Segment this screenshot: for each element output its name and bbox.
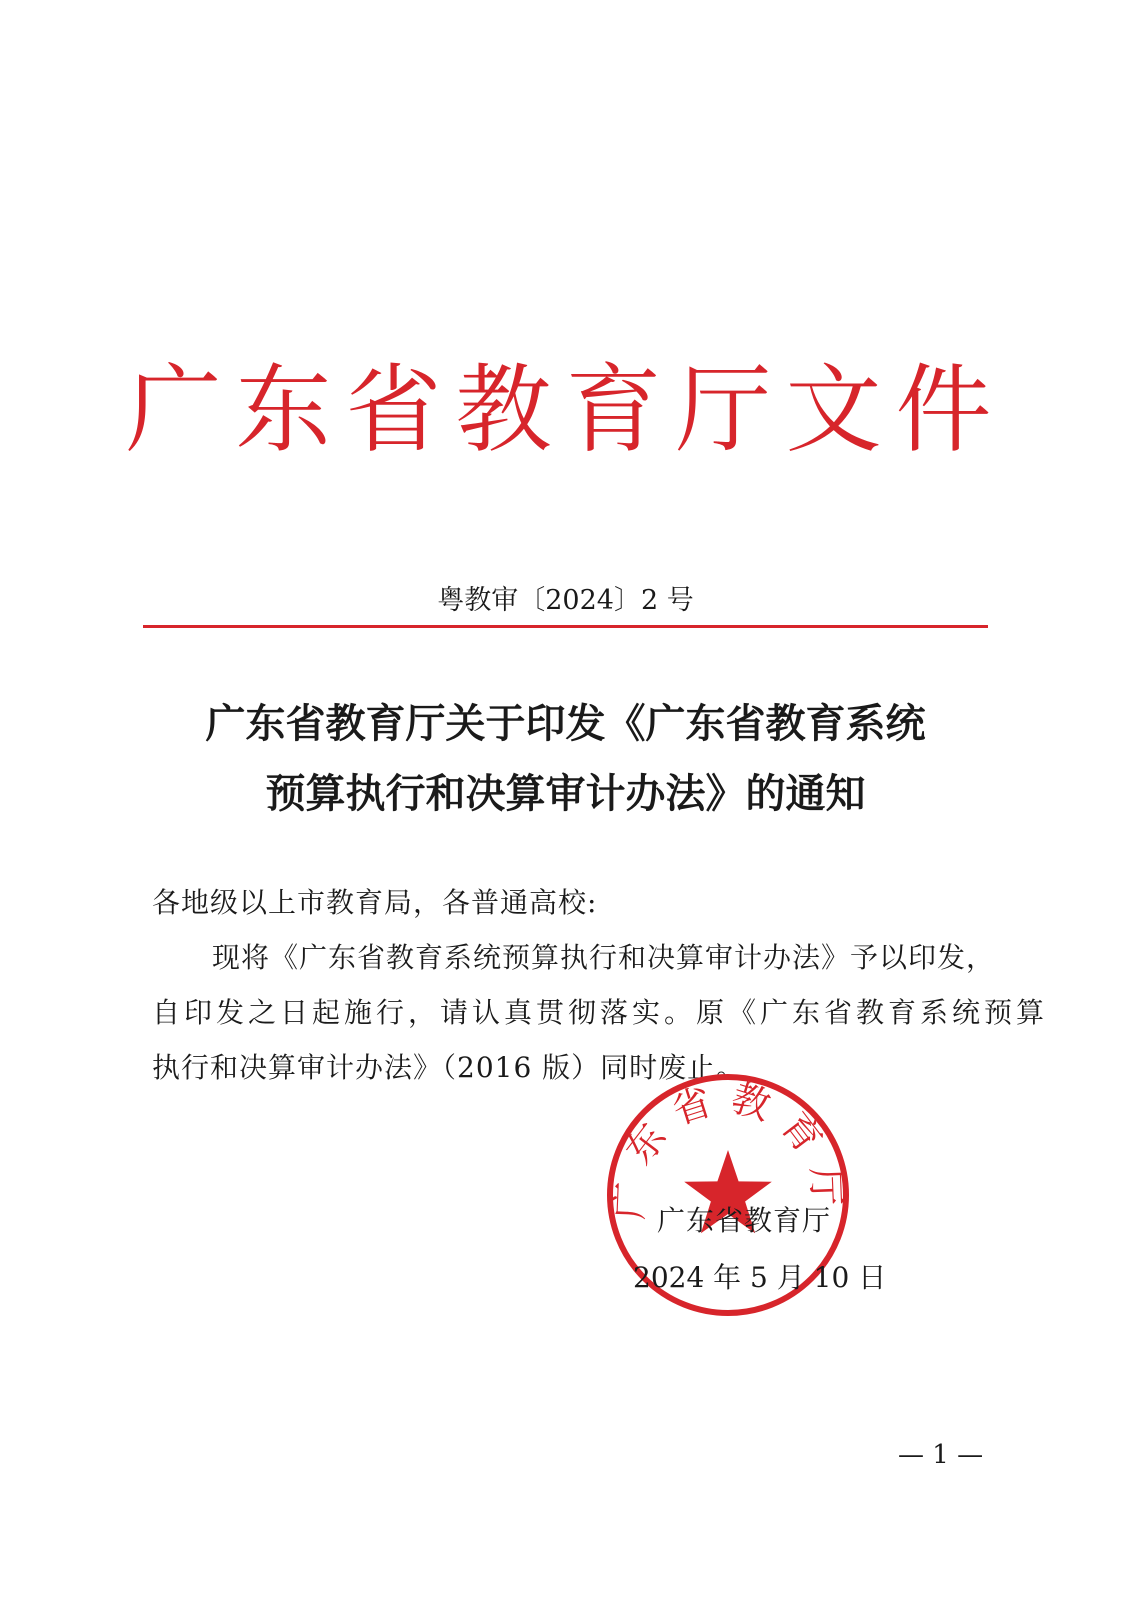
issuer-name: 广东省教育厅 [657,1204,832,1237]
document-title-line-2: 预算执行和决算审计办法》的通知 [265,770,866,817]
document-number: 粤教审〔2024〕2 号 [437,585,694,616]
document-title-line-1: 广东省教育厅关于印发《广东省教育系统 [205,700,926,747]
salutation: 各地级以上市教育局，各普通高校: [152,886,598,919]
seal-text: 广东省教育厅 [607,1075,849,1221]
red-divider-line [143,625,988,628]
document-masthead: 广东省教育厅文件 [125,354,1006,466]
paragraph-line-2: 自印发之日起施行，请认真贯彻落实。原《广东省教育系统预算 [152,996,1049,1029]
paragraph-line-3: 执行和决算审计办法》（2016 版）同时废止。 [152,1051,746,1084]
issue-date: 2024 年 5 月 10 日 [633,1261,887,1294]
paragraph-line-1: 现将《广东省教育系统预算执行和决算审计办法》予以印发， [212,941,996,974]
page-number: — 1 — [898,1440,984,1470]
